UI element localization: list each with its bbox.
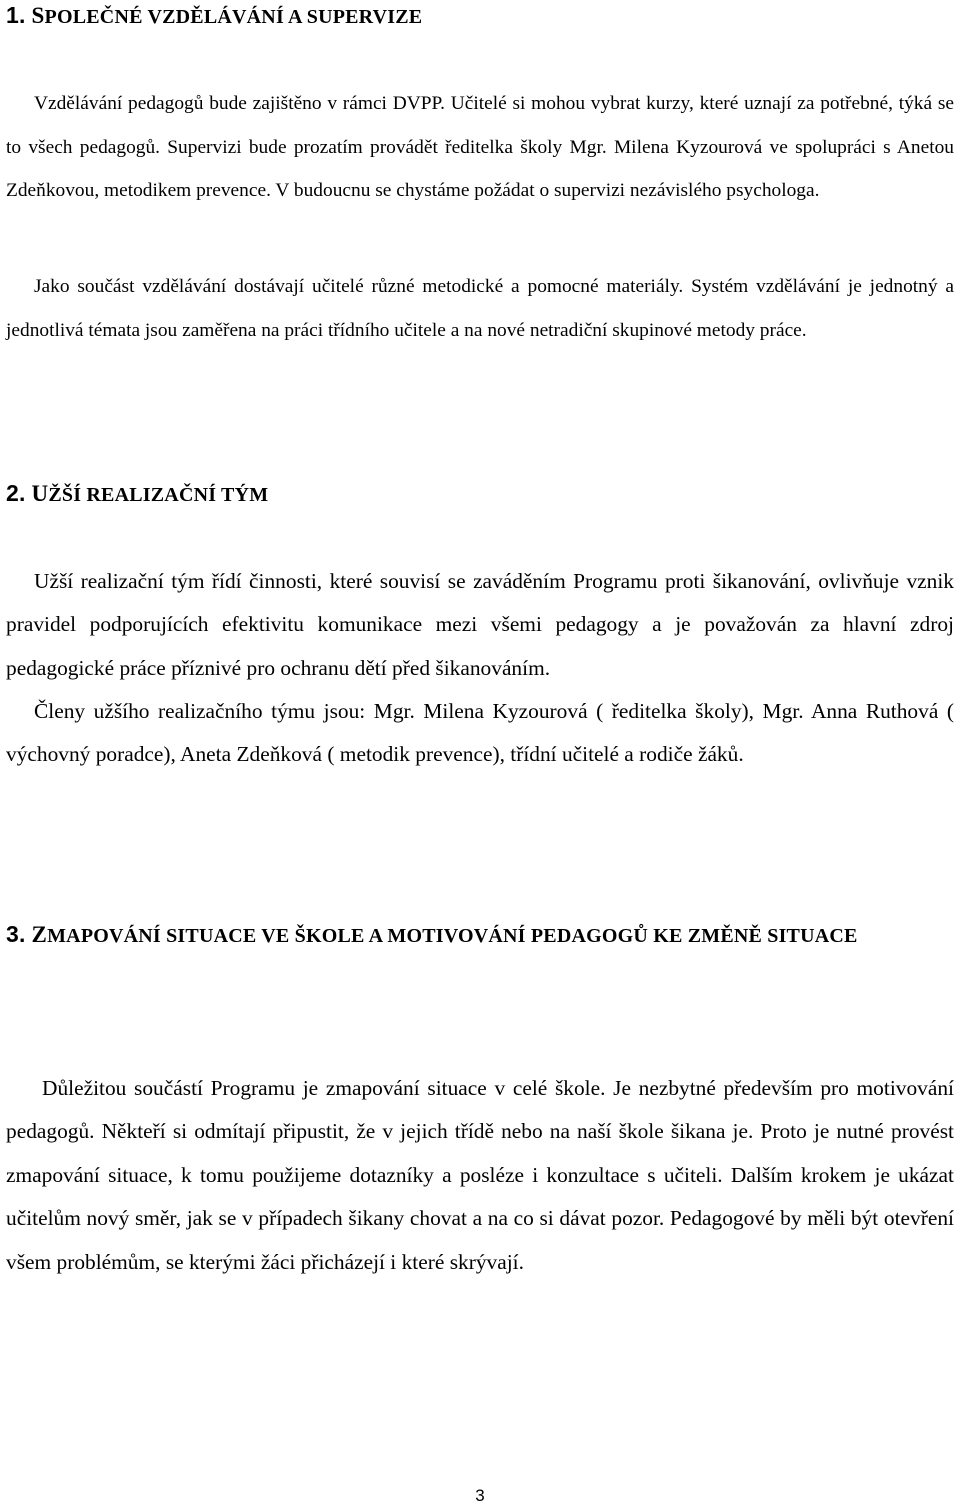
section-1-paragraph-1 xyxy=(6,82,954,213)
section-2-heading xyxy=(6,478,954,510)
page-number: 3 xyxy=(475,1486,485,1505)
paragraph-text: Užší realizační tým řídí činnosti, které souvisí se zaváděním Programu proti šikanování, ovlivňuje vznik pravidel podporujících efektivitu komunikace mezi všemi pedagogy a je považován za hlavní zdroj pedagogické práce příznivé pro ochranu dětí před šikanováním. xyxy=(6,569,954,680)
section-3-paragraph-1 xyxy=(6,1067,954,1284)
section-2-number: 2. xyxy=(6,480,26,506)
section-1-title-initial: S xyxy=(31,3,45,28)
section-2-title: ŽŠÍ REALIZAČNÍ TÝM xyxy=(48,484,269,506)
section-2-paragraph-1 xyxy=(6,560,954,690)
section-2-paragraph-2 xyxy=(6,690,954,777)
section-3-number: 3. xyxy=(6,921,26,947)
section-3-title-initial: Z xyxy=(31,922,48,947)
section-1-paragraph-2 xyxy=(6,265,954,352)
section-2-title-initial: U xyxy=(31,481,49,506)
section-3-heading xyxy=(6,908,954,962)
section-1-number: 1. xyxy=(6,2,26,28)
paragraph-text: Důležitou součástí Programu je zmapování situace v celé škole. Je nezbytné především pro motivování pedagogů. Někteří si odmítají připustit, že v jejich třídě nebo na naší škole šikana je. Proto je nutné provést zmapování situace, k tomu použijeme dotazníky a posléze i konzultace s učiteli. Dalším krokem je ukázat učitelům nový směr, jak se v případech šikany chovat a na co si dávat pozor. Pedagogové by měli být otevření všem problémům, se kterými žáci přicházejí i které skrývají. xyxy=(6,1076,954,1274)
section-1-title: POLEČNÉ VZDĚLÁVÁNÍ A SUPERVIZE xyxy=(44,6,423,28)
paragraph-text: Členy užšího realizačního týmu jsou: Mgr. Milena Kyzourová ( ředitelka školy), Mgr. Anna Ruthová ( výchovný poradce), Aneta Zdeňková ( metodik prevence), třídní učitelé a rodiče žáků. xyxy=(6,699,954,767)
section-3-title: MAPOVÁNÍ SITUACE VE ŠKOLE A MOTIVOVÁNÍ PEDAGOGŮ KE ZMĚNĚ SITUACE xyxy=(47,925,858,947)
section-1-heading xyxy=(6,2,954,30)
paragraph-text: Jako součást vzdělávání dostávají učitelé různé metodické a pomocné materiály. Systém vzdělávání je jednotný a jednotlivá témata jsou zaměřena na práci třídního učitele a na nové netradiční skupinové metody práce. xyxy=(6,276,954,341)
paragraph-text: Vzdělávání pedagogů bude zajištěno v rámci DVPP. Učitelé si mohou vybrat kurzy, které uznají za potřebné, týká se to všech pedagogů. Supervizi bude prozatím provádět ředitelka školy Mgr. Milena Kyzourová ve spolupráci s Anetou Zdeňkovou, metodikem prevence. V budoucnu se chystáme požádat o supervizi nezávislého psychologa. xyxy=(6,93,954,201)
